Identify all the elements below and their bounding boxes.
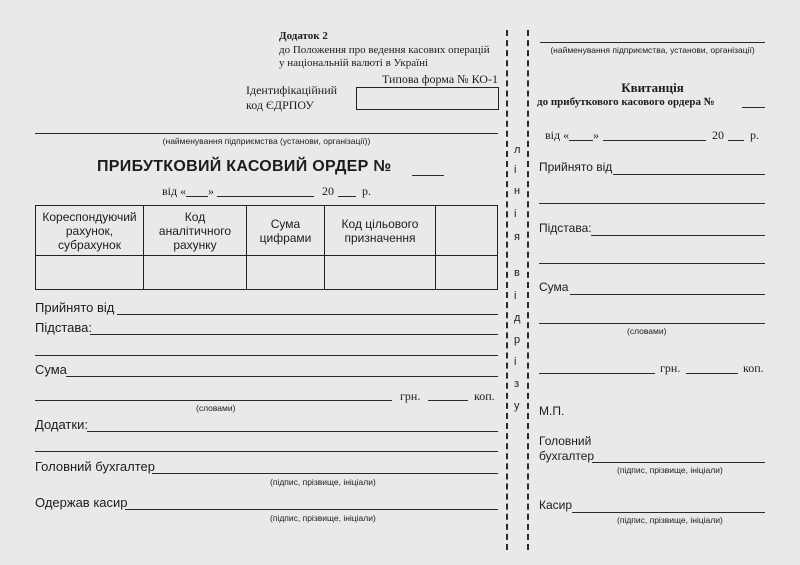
chief-accountant-caption: (підпис, прізвище, ініціали) [270,477,376,487]
addendum-label: Додаток 2 [279,30,328,42]
year-suffix: р. [362,184,371,198]
chief-accountant-signature-line[interactable] [152,473,498,474]
cut-line-letter: н [514,185,521,197]
in-words-caption: (словами) [196,403,236,413]
year-prefix: 20 [322,184,334,198]
form-type-label: Типова форма № КО-1 [382,72,498,86]
receipt-amount-line[interactable] [570,294,765,295]
accounting-table [35,205,498,290]
cut-line-letter: л [514,144,521,156]
amount-label: Сума [35,362,67,377]
receipt-cashier-signature-line[interactable] [572,512,765,513]
receipt-basis-label: Підстава: [539,221,592,235]
receipt-date-month-line[interactable] [603,140,706,141]
receipt-subtitle: до прибуткового касового ордера № [537,96,715,108]
receipt-date-from-label: від « [545,128,570,142]
cell-purpose-code[interactable] [325,256,436,290]
cut-line-letter: і [514,208,517,220]
cashier-received-label: Одержав касир [35,495,128,510]
regulation-line-2: у національній валюті в Україні [279,57,429,69]
cut-line-letter: і [514,164,517,176]
receipt-title: Квитанція [621,80,684,95]
receipt-uah-line[interactable] [539,373,655,374]
receipt-amount-label: Сума [539,280,569,294]
cut-line-letter: д [514,312,521,324]
receipt-kop-line[interactable] [686,373,738,374]
cut-line-letter: у [514,400,520,412]
receipt-year-line[interactable] [728,140,744,141]
col-extra [436,206,498,256]
table-row [36,256,498,290]
cell-corresponding-account[interactable] [36,256,144,290]
receipt-date-quote-close: » [593,128,599,142]
date-month-line[interactable] [217,196,314,197]
col-corresponding-account: Кореспондуючий рахунок, субрахунок [36,206,144,256]
order-title: ПРИБУТКОВИЙ КАСОВИЙ ОРДЕР № [97,158,392,175]
receipt-year-suffix: р. [750,128,759,142]
receipt-received-from-line[interactable] [613,174,765,175]
cut-line-letter: в [514,267,520,279]
attachments-line[interactable] [87,431,498,432]
col-purpose-code: Код цільового призначення [325,206,436,256]
cut-line-letter: я [514,231,520,243]
cut-line-left [506,30,508,550]
attachments-label: Додатки: [35,417,88,432]
amount-words-line[interactable] [35,400,392,401]
cashier-signature-line[interactable] [125,509,498,510]
receipt-received-from-line-2[interactable] [539,203,765,204]
receipt-uah-label: грн. [660,361,681,375]
regulation-line-1: до Положення про ведення касових операцій [279,44,490,56]
basis-label: Підстава: [35,320,92,335]
receipt-organization-caption: (найменування підприємства, установи, організації) [550,45,755,55]
basis-line[interactable] [90,334,498,335]
receipt-chief-label-line-1: Головний [539,434,592,448]
receipt-chief-caption: (підпис, прізвище, ініціали) [617,465,723,475]
uah-kop-line[interactable] [428,400,468,401]
receipt-year-prefix: 20 [712,128,724,142]
received-from-label: Прийнято від [35,300,115,315]
cut-line-letter: з [514,378,520,390]
receipt-amount-line-2[interactable] [539,323,765,324]
cashier-caption: (підпис, прізвище, ініціали) [270,513,376,523]
receipt-date-day-line[interactable] [569,140,593,141]
col-amount-digits: Сума цифрами [247,206,325,256]
cut-line-letter: р [514,334,521,346]
amount-line[interactable] [66,376,498,377]
cut-line-letter: і [514,356,517,368]
edrpou-label-line-1: Ідентифікаційний [246,83,338,97]
basis-line-2[interactable] [35,355,498,356]
edrpou-code-box[interactable] [356,87,499,110]
receipt-order-number-line[interactable] [742,107,765,108]
date-day-line[interactable] [186,196,208,197]
cell-amount-digits[interactable] [247,256,325,290]
date-from-label: від « [162,184,187,198]
order-number-line[interactable] [412,175,444,176]
organization-caption: (найменування підприємства (установи, організації)) [162,136,371,146]
chief-accountant-label: Головний бухгалтер [35,459,155,474]
cell-extra[interactable] [436,256,498,290]
receipt-chief-label-line-2: бухгалтер [539,449,595,463]
organization-name-line[interactable] [35,133,498,134]
receipt-organization-line[interactable] [540,42,765,43]
receipt-in-words-caption: (словами) [627,326,667,336]
receipt-cashier-label: Касир [539,498,573,512]
receipt-basis-line-2[interactable] [539,263,765,264]
date-quote-close: » [208,184,214,198]
receipt-stamp-label: М.П. [539,404,565,418]
receipt-basis-line[interactable] [591,235,765,236]
edrpou-label-line-2: код ЄДРПОУ [246,98,314,112]
receipt-cashier-caption: (підпис, прізвище, ініціали) [617,515,723,525]
kop-label: коп. [474,389,495,403]
col-analytical-code: Код аналітичного рахунку [144,206,247,256]
receipt-received-from-label: Прийнято від [539,160,613,174]
cut-line-right [527,30,529,550]
uah-label: грн. [400,389,421,403]
table-header-row [36,206,498,256]
cell-analytical-code[interactable] [144,256,247,290]
year-line[interactable] [338,196,356,197]
attachments-line-2[interactable] [35,451,498,452]
cut-line-letter: і [514,290,517,302]
receipt-kop-label: коп. [743,361,764,375]
received-from-line[interactable] [117,314,498,315]
receipt-chief-signature-line[interactable] [592,462,765,463]
